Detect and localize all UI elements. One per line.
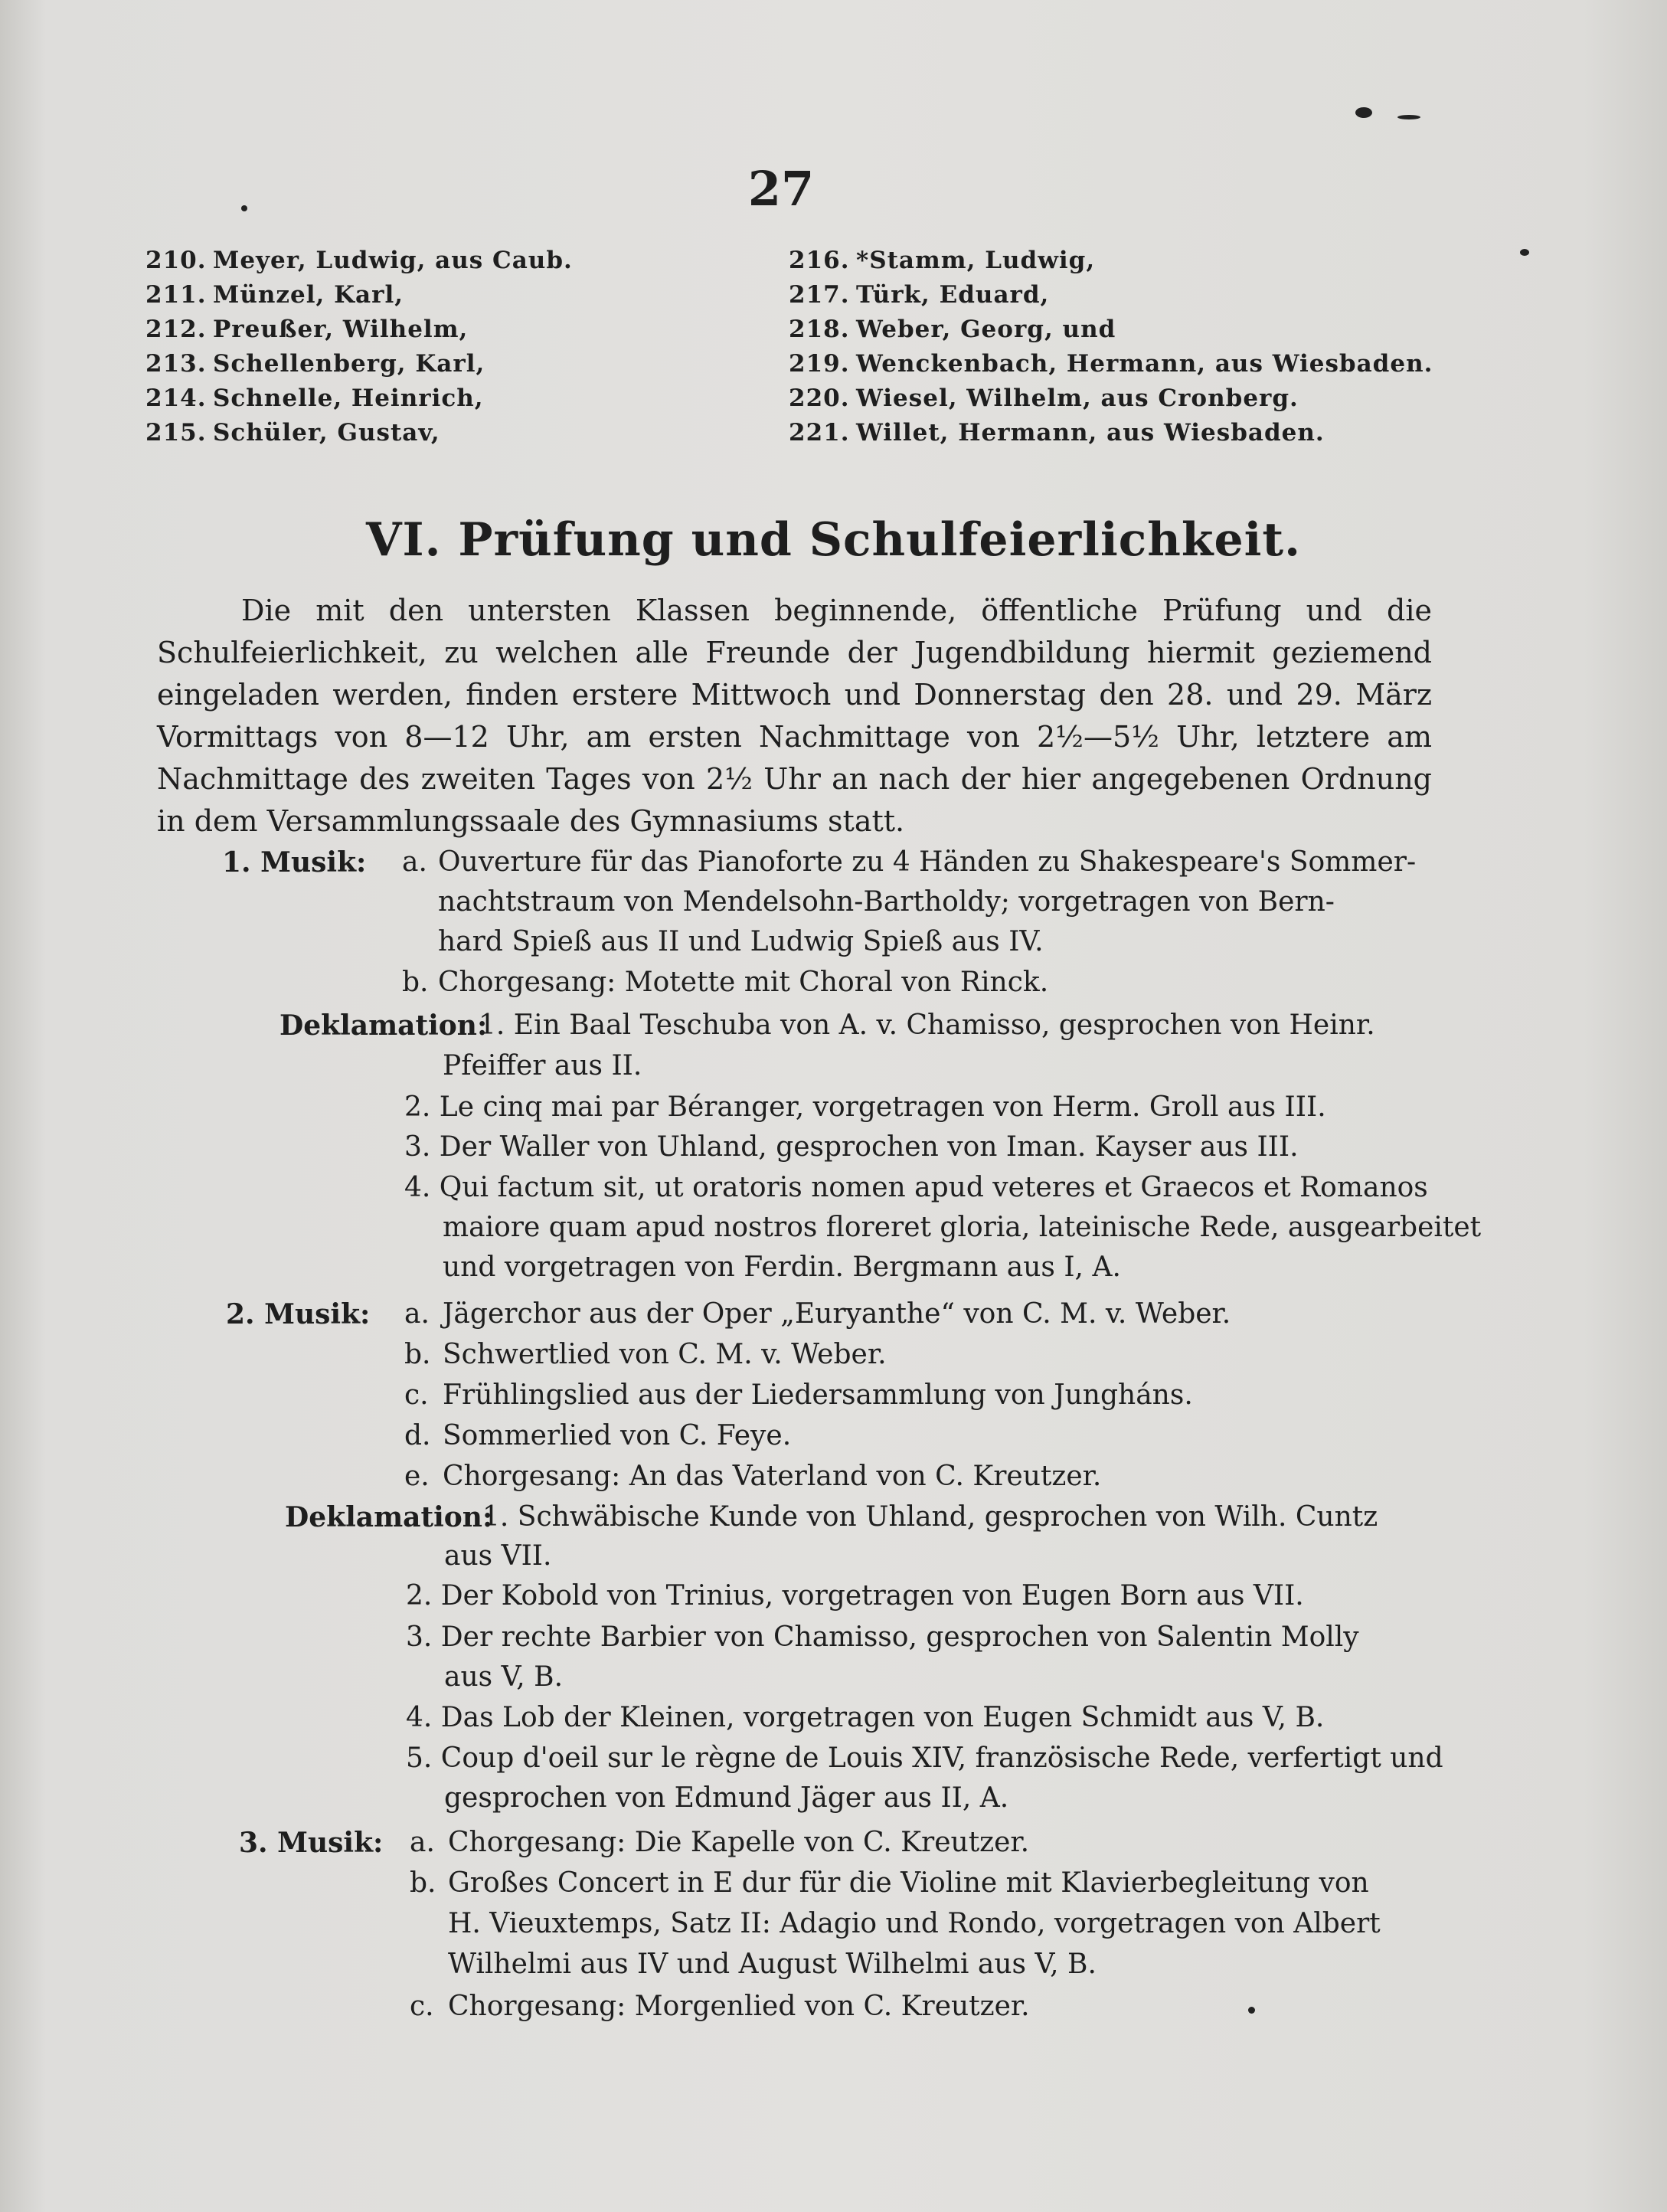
item-key: a.: [410, 1827, 435, 1858]
list-item: 210. Meyer, Ludwig, aus Caub.: [145, 247, 573, 274]
program-section-label: 3. Musik:: [239, 1827, 384, 1859]
item-key: d.: [404, 1420, 431, 1451]
student-list-right: [789, 244, 1433, 450]
list-item: 220. Wiesel, Wilhelm, aus Cronberg.: [789, 384, 1299, 412]
program-item: Sommerlied von C. Feye.: [443, 1420, 792, 1451]
program-section-label: 2. Musik:: [226, 1298, 371, 1330]
program-section-label: Deklamation:: [285, 1501, 493, 1533]
list-item: 221. Willet, Hermann, aus Wiesbaden.: [789, 419, 1325, 447]
program-item: maiore quam apud nostros floreret gloria, lateinische Rede, ausgearbeitet: [443, 1212, 1482, 1243]
program-item: nachtstraum von Mendelsohn-Bartholdy; vorgetragen von Bern-: [438, 886, 1335, 918]
intro-paragraph: Die mit den untersten Klassen beginnende, öffentliche Prüfung und die Schulfeierlichkeit, zu welchen alle Freunde der Jugendbildung hiermit geziemend eingeladen werden, finden erstere Mittwoch und Donnerstag den 28. und 29. März Vormittags von 8—12 Uhr, am ersten Nachmittage von 2½—5½ Uhr, letztere am Nachmittage des zweiten Tages von 2½ Uhr an nach der hier angegebenen Ordnung in dem Versammlungssaale des Gymnasiums statt.: [157, 594, 1432, 838]
item-key: a.: [404, 1298, 430, 1330]
section-heading: VI. Prüfung und Schulfeierlichkeit.: [365, 513, 1302, 567]
program-item: 1. Ein Baal Teschuba von A. v. Chamisso, gesprochen von Heinr.: [479, 1009, 1375, 1041]
program-item: Wilhelmi aus IV und August Wilhelmi aus V, B.: [448, 1949, 1097, 1980]
list-item: 218. Weber, Georg, und: [789, 316, 1116, 343]
program-item: Schwertlied von C. M. v. Weber.: [443, 1339, 887, 1370]
item-key: b.: [404, 1339, 431, 1370]
program-section-label: Deklamation:: [279, 1009, 488, 1042]
ink-speck: [241, 205, 247, 211]
student-list-left: [145, 244, 573, 450]
list-item: 216. *Stamm, Ludwig,: [789, 247, 1096, 274]
program-item: 4. Das Lob der Kleinen, vorgetragen von Eugen Schmidt aus V, B.: [406, 1702, 1325, 1733]
program-item: Chorgesang: An das Vaterland von C. Kreutzer.: [443, 1461, 1102, 1492]
program-item: Pfeiffer aus II.: [443, 1050, 642, 1081]
program-item: 3. Der Waller von Uhland, gesprochen von Iman. Kayser aus III.: [404, 1131, 1299, 1163]
program-item: 1. Schwäbische Kunde von Uhland, gesprochen von Wilh. Cuntz: [482, 1501, 1378, 1533]
ink-speck: [1248, 2007, 1255, 2014]
list-item: 212. Preußer, Wilhelm,: [145, 316, 469, 343]
program-item: H. Vieuxtemps, Satz II: Adagio und Rondo, vorgetragen von Albert: [448, 1908, 1381, 1939]
page-number: 27: [747, 161, 815, 217]
list-item: 219. Wenckenbach, Hermann, aus Wiesbaden.: [789, 350, 1433, 378]
program-item: aus VII.: [444, 1540, 552, 1572]
program-item: 5. Coup d'oeil sur le règne de Louis XIV, französische Rede, verfertigt und: [406, 1742, 1443, 1774]
list-item: 211. Münzel, Karl,: [145, 281, 404, 309]
program-item: Jägerchor aus der Oper „Euryanthe“ von C. M. v. Weber.: [443, 1298, 1231, 1330]
item-key: a.: [402, 846, 427, 878]
program-item: Chorgesang: Morgenlied von C. Kreutzer.: [448, 1991, 1030, 2022]
list-item: 217. Türk, Eduard,: [789, 281, 1050, 309]
item-key: b.: [402, 967, 429, 998]
program-item: Frühlingslied aus der Liedersammlung von Jungháns.: [443, 1379, 1193, 1411]
list-item: 215. Schüler, Gustav,: [145, 419, 440, 447]
item-key: c.: [404, 1379, 429, 1411]
program-item: Chorgesang: Motette mit Choral von Rinck.: [438, 967, 1049, 998]
program-item: Chorgesang: Die Kapelle von C. Kreutzer.: [448, 1827, 1030, 1858]
program-item: gesprochen von Edmund Jäger aus II, A.: [444, 1782, 1009, 1814]
program-item: 3. Der rechte Barbier von Chamisso, gesprochen von Salentin Molly: [406, 1621, 1359, 1653]
item-key: c.: [410, 1991, 434, 2022]
program-item: 4. Qui factum sit, ut oratoris nomen apud veteres et Graecos et Romanos: [404, 1172, 1428, 1203]
ink-speck: [1397, 115, 1420, 119]
list-item: 214. Schnelle, Heinrich,: [145, 384, 484, 412]
ink-speck: [1355, 107, 1372, 118]
program-item: Ouverture für das Pianoforte zu 4 Händen zu Shakespeare's Sommer-: [438, 846, 1417, 878]
program-section-label: 1. Musik:: [222, 846, 367, 879]
program-item: aus V, B.: [444, 1661, 564, 1693]
item-key: e.: [404, 1461, 430, 1492]
program-item: hard Spieß aus II und Ludwig Spieß aus IV.: [438, 926, 1044, 957]
item-key: b.: [410, 1867, 436, 1899]
program-item: Großes Concert in E dur für die Violine mit Klavierbegleitung von: [448, 1867, 1369, 1899]
program-item: und vorgetragen von Ferdin. Bergmann aus I, A.: [443, 1252, 1121, 1283]
list-item: 213. Schellenberg, Karl,: [145, 350, 485, 378]
program-item: 2. Der Kobold von Trinius, vorgetragen von Eugen Born aus VII.: [406, 1580, 1304, 1612]
program-item: 2. Le cinq mai par Béranger, vorgetragen von Herm. Groll aus III.: [404, 1091, 1326, 1123]
ink-speck: [1520, 249, 1529, 256]
